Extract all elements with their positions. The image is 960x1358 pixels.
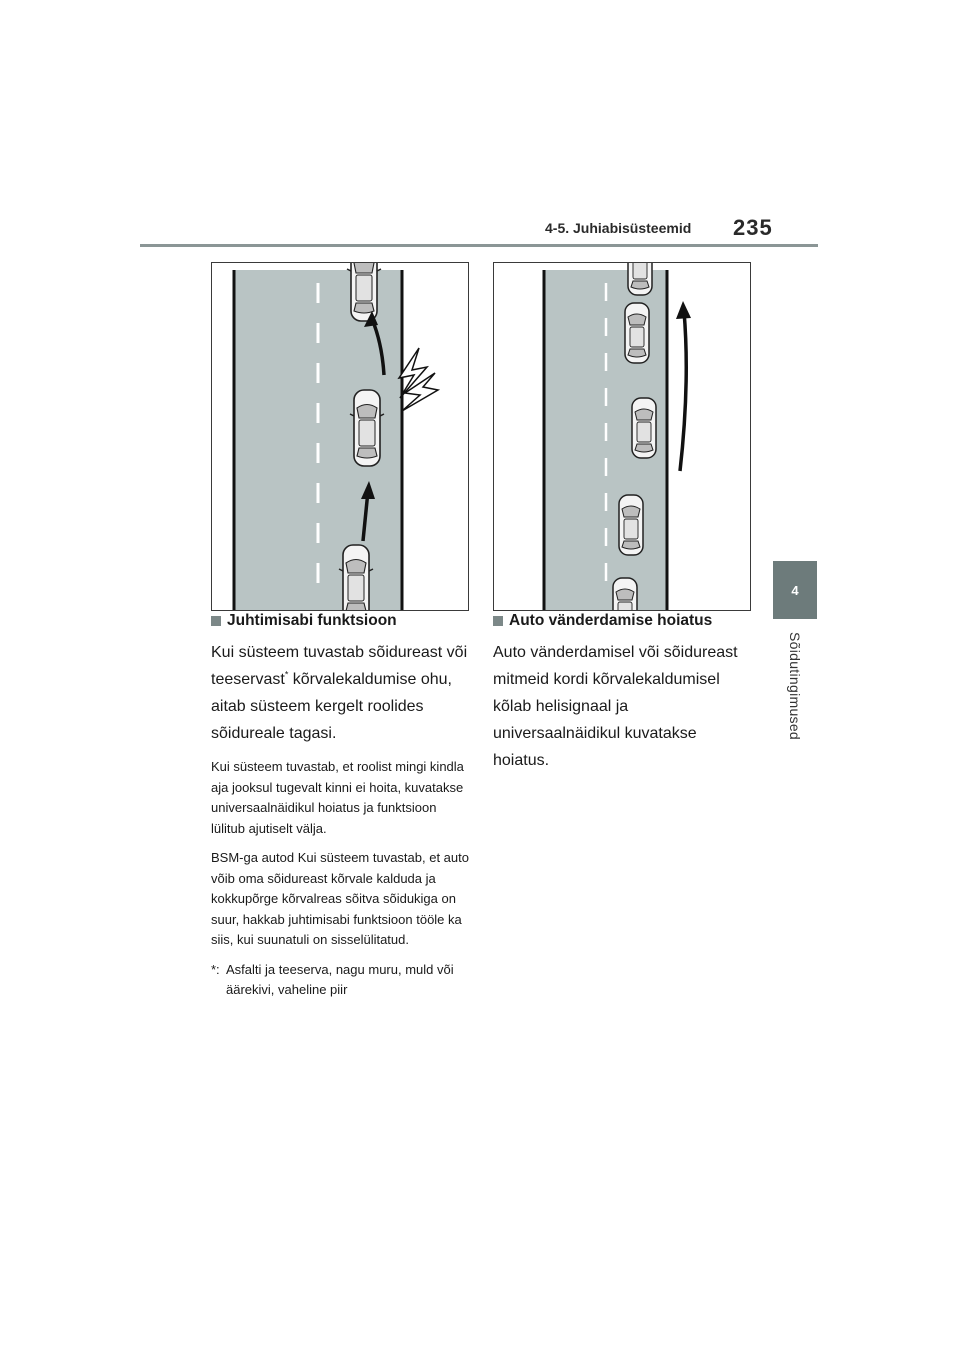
note-paragraph-1: Kui süsteem tuvastab, et roolist mingi kindla aja jooksul tugevalt kinni ei hoita, kuvatakse universaalnäidikul hoiatus ja funktsioon lülitub ajutiselt välja. bbox=[211, 759, 464, 836]
note-paragraph-2: BSM-ga autod Kui süsteem tuvastab, et auto võib oma sõidureast kõrvale kalduda ja kokkupõrge kõrvalreas sõitva sõidukiga on suur, hakkab juhtimisabi funktsioon tööle ka siis, kui suunatuli on sisselülitatud. bbox=[211, 850, 469, 947]
header-rule bbox=[140, 244, 818, 247]
intro-text-b: kõrvalekaldumise ohu, aitab süsteem kergelt roolides sõidureale tagasi. bbox=[211, 671, 452, 742]
car-3 bbox=[632, 398, 656, 458]
chapter-number: 4 bbox=[791, 583, 799, 598]
intro-paragraph bbox=[211, 639, 473, 747]
car-4 bbox=[619, 495, 643, 555]
vibration-icon bbox=[399, 348, 438, 411]
bullet-square-icon bbox=[493, 616, 503, 626]
arrow-curve bbox=[680, 311, 686, 471]
heading-steering-assist bbox=[211, 612, 473, 630]
footnote bbox=[211, 960, 473, 1001]
footnote-text: Asfalti ja teeserva, nagu muru, muld või äärekivi, vaheline piir bbox=[226, 961, 454, 997]
left-column bbox=[211, 612, 473, 1001]
section-title: 4-5. Juhiabisüsteemid bbox=[545, 220, 692, 236]
car-top bbox=[347, 263, 381, 321]
bullet-square-icon bbox=[211, 616, 221, 626]
chapter-title: Sõidutingimused bbox=[787, 632, 803, 741]
car-2 bbox=[625, 303, 649, 363]
right-column bbox=[493, 612, 755, 784]
car-5 bbox=[613, 578, 637, 610]
chapter-tab bbox=[773, 561, 817, 619]
figure-steering-assist bbox=[211, 262, 469, 611]
car-middle bbox=[350, 390, 384, 466]
sway-paragraph: Auto vänderdamisel või sõidureast mitmeid kordi kõrvalekaldumisel kõlab helisignaal ja universaalnäidikul kuvatakse hoiatus. bbox=[493, 644, 738, 769]
intro-text-a: Kui süsteem tuvastab sõidureast või teeservast bbox=[211, 644, 468, 688]
car-bottom bbox=[339, 545, 373, 610]
heading-sway-warning bbox=[493, 612, 755, 630]
page-number: 235 bbox=[733, 215, 773, 240]
heading-text: Auto vänderdamise hoiatus bbox=[509, 612, 713, 629]
footnote-ref: * bbox=[284, 669, 289, 680]
heading-text: Juhtimisabi funktsioon bbox=[227, 612, 397, 629]
footnote-mark: *: bbox=[211, 961, 220, 977]
figure-sway-warning bbox=[493, 262, 751, 611]
car-1 bbox=[628, 263, 652, 295]
